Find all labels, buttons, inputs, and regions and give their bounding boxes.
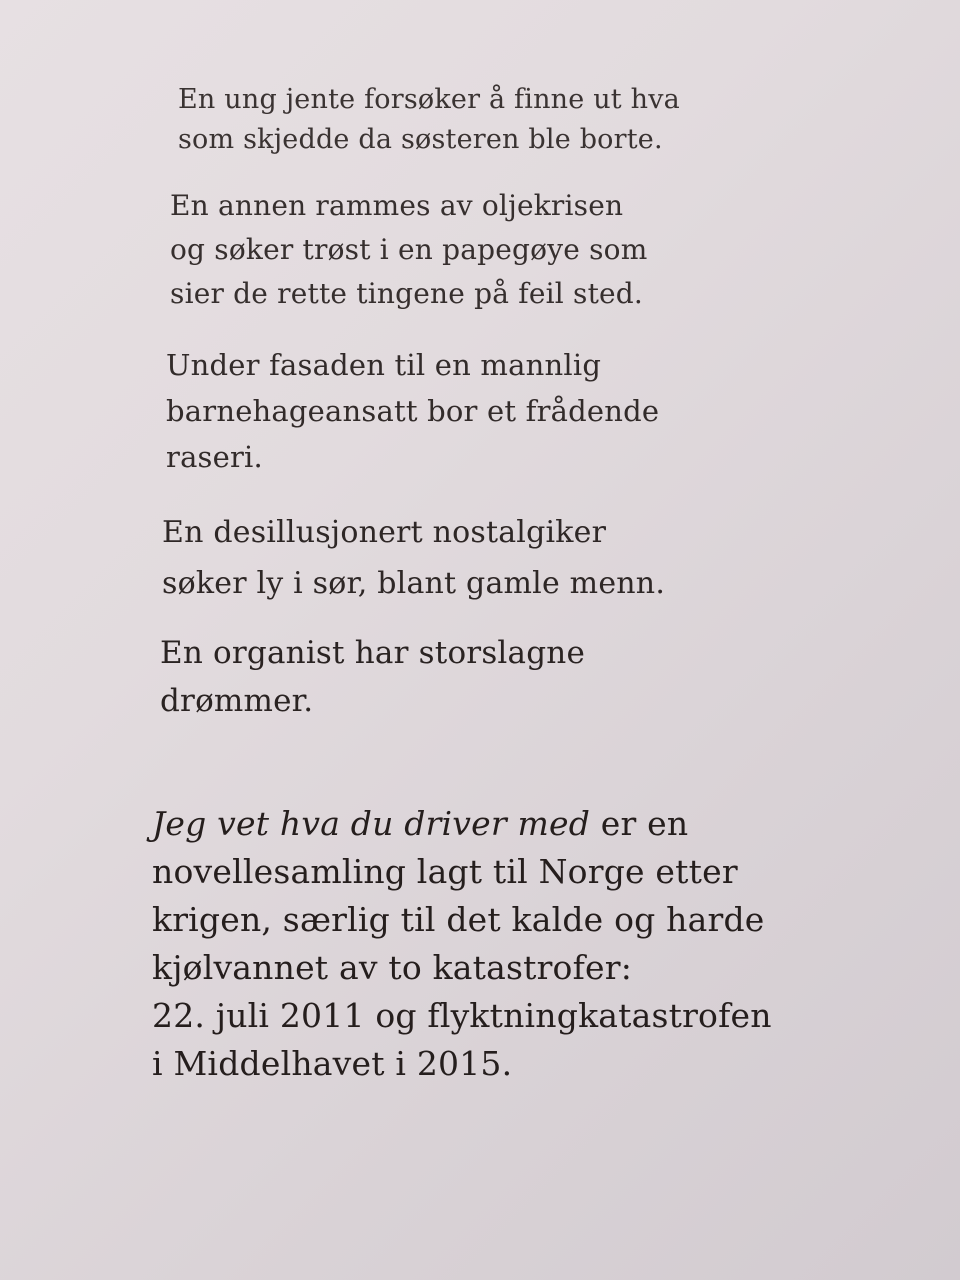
blurb-paragraph-2: En annen rammes av oljekrisen og søker trøst i en papegøye som sier de rette tingene på feil sted. bbox=[170, 189, 648, 310]
blurb-paragraph-5: En organist har storslagne drømmer. bbox=[160, 635, 585, 719]
book-title-italic: Jeg vet hva du driver med bbox=[152, 804, 591, 843]
blurb-paragraph-3: Under fasaden til en mannlig barnehageansatt bor et frådende raseri. bbox=[166, 348, 660, 474]
blurb-paragraph-1: En ung jente forsøker å finne ut hva som skjedde da søsteren ble borte. bbox=[178, 84, 680, 155]
book-summary-paragraph bbox=[152, 800, 772, 1088]
blurb-paragraph-4: En desillusjonert nostalgiker søker ly i sør, blant gamle menn. bbox=[162, 515, 666, 601]
book-summary-text: er en novellesamling lagt til Norge etter krigen, særlig til det kalde og harde kjølvannet av to katastrofer: 22. juli 2011 og flyktningkatastrofen i Middelhavet i 2015. bbox=[152, 804, 772, 1083]
